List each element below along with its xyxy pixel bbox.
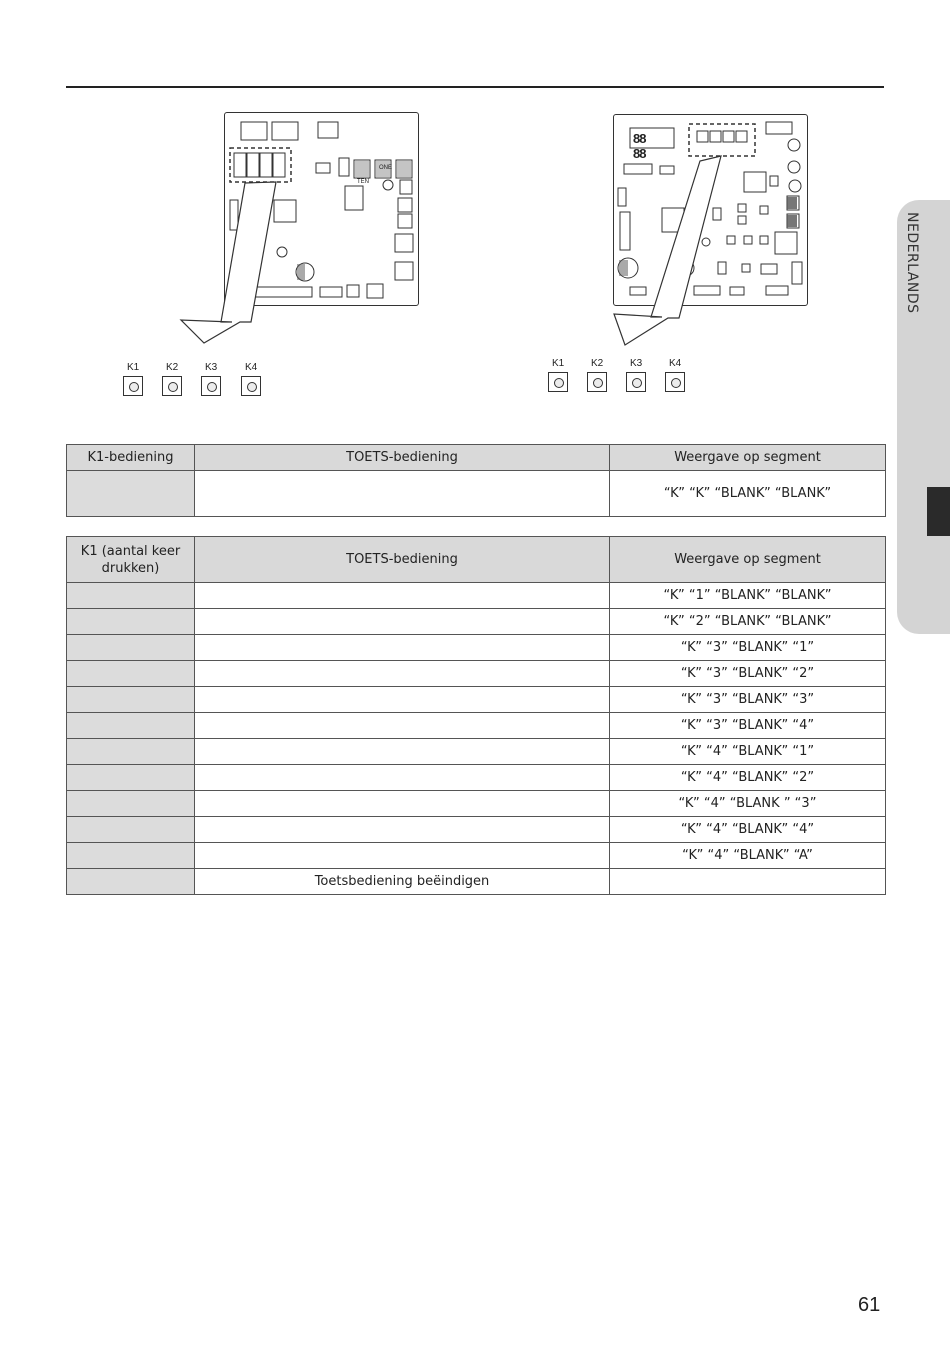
table1-cell-weergave: “K” “K” “BLANK” “BLANK”	[610, 471, 886, 517]
table-row	[67, 583, 886, 609]
table2-cell-toets	[195, 687, 610, 713]
table-row	[67, 713, 886, 739]
table2-cell-k1	[67, 713, 195, 739]
k1-operation-table	[66, 444, 886, 517]
table1-header-k1: K1-bediening	[67, 445, 195, 471]
table2-cell-weergave: “K” “3” “BLANK” “3”	[610, 687, 886, 713]
table-row	[67, 765, 886, 791]
table2-cell-toets	[195, 583, 610, 609]
table2-cell-weergave	[610, 869, 886, 895]
table1-cell-toets	[195, 471, 610, 517]
table2-header-weergave: Weergave op segment	[610, 537, 886, 583]
left-key-label-k2: K2	[166, 362, 179, 373]
right-key-label-k2: K2	[591, 358, 604, 369]
right-key-k1-button[interactable]	[548, 372, 568, 392]
table2-cell-weergave: “K” “3” “BLANK” “4”	[610, 713, 886, 739]
table2-cell-toets	[195, 817, 610, 843]
table2-cell-weergave: “K” “4” “BLANK” “2”	[610, 765, 886, 791]
table2-cell-k1	[67, 817, 195, 843]
table1-header-toets: TOETS-bediening	[195, 445, 610, 471]
table2-cell-toets	[195, 739, 610, 765]
table2-header-toets: TOETS-bediening	[195, 537, 610, 583]
table2-cell-weergave: “K” “2” “BLANK” “BLANK”	[610, 609, 886, 635]
table-row	[67, 869, 886, 895]
table2-cell-toets	[195, 791, 610, 817]
table1-cell-k1	[67, 471, 195, 517]
table-row	[67, 609, 886, 635]
table2-cell-weergave: “K” “4” “BLANK ” “3”	[610, 791, 886, 817]
left-key-label-k3: K3	[205, 362, 218, 373]
table2-cell-k1	[67, 765, 195, 791]
table-row	[67, 843, 886, 869]
table-row	[67, 739, 886, 765]
table2-cell-toets	[195, 609, 610, 635]
table-row	[67, 471, 886, 517]
table2-cell-weergave: “K” “1” “BLANK” “BLANK”	[610, 583, 886, 609]
right-key-k3-button[interactable]	[626, 372, 646, 392]
table2-cell-toets	[195, 661, 610, 687]
section-marker	[927, 487, 950, 536]
table2-cell-weergave: “K” “4” “BLANK” “1”	[610, 739, 886, 765]
table2-cell-k1	[67, 661, 195, 687]
table2-cell-toets	[195, 843, 610, 869]
table1-header-weergave: Weergave op segment	[610, 445, 886, 471]
table2-cell-weergave: “K” “3” “BLANK” “2”	[610, 661, 886, 687]
table2-cell-toets	[195, 713, 610, 739]
pcb-right-drawing	[0, 0, 950, 420]
table-row	[67, 661, 886, 687]
table2-cell-weergave: “K” “4” “BLANK” “A”	[610, 843, 886, 869]
table-row	[67, 687, 886, 713]
right-key-label-k3: K3	[630, 358, 643, 369]
left-key-label-k1: K1	[127, 362, 140, 373]
table2-cell-weergave: “K” “4” “BLANK” “4”	[610, 817, 886, 843]
left-silk-one: ONE	[379, 165, 393, 171]
table2-cell-k1	[67, 609, 195, 635]
table-row	[67, 817, 886, 843]
table2-cell-k1	[67, 791, 195, 817]
table-row	[67, 635, 886, 661]
table2-cell-k1	[67, 687, 195, 713]
right-key-k4-button[interactable]	[665, 372, 685, 392]
k1-press-count-table	[66, 536, 886, 895]
side-tab-language-label: NEDERLANDS	[904, 212, 920, 314]
table2-cell-weergave: “K” “3” “BLANK” “1”	[610, 635, 886, 661]
right-display-digits: 88 88	[633, 131, 646, 161]
table2-cell-k1	[67, 843, 195, 869]
table2-cell-k1	[67, 583, 195, 609]
right-key-label-k4: K4	[669, 358, 682, 369]
table2-cell-k1	[67, 869, 195, 895]
page-number: 61	[858, 1294, 881, 1316]
left-key-label-k4: K4	[245, 362, 258, 373]
table2-cell-toets	[195, 635, 610, 661]
table2-cell-toets	[195, 765, 610, 791]
left-silk-ten: TEN	[357, 179, 369, 185]
table2-cell-k1	[67, 635, 195, 661]
table2-header-k1: K1 (aantal keer drukken)	[67, 537, 195, 583]
right-key-label-k1: K1	[552, 358, 565, 369]
table2-cell-k1	[67, 739, 195, 765]
right-key-k2-button[interactable]	[587, 372, 607, 392]
table-row	[67, 791, 886, 817]
table2-cell-toets: Toetsbediening beëindigen	[195, 869, 610, 895]
